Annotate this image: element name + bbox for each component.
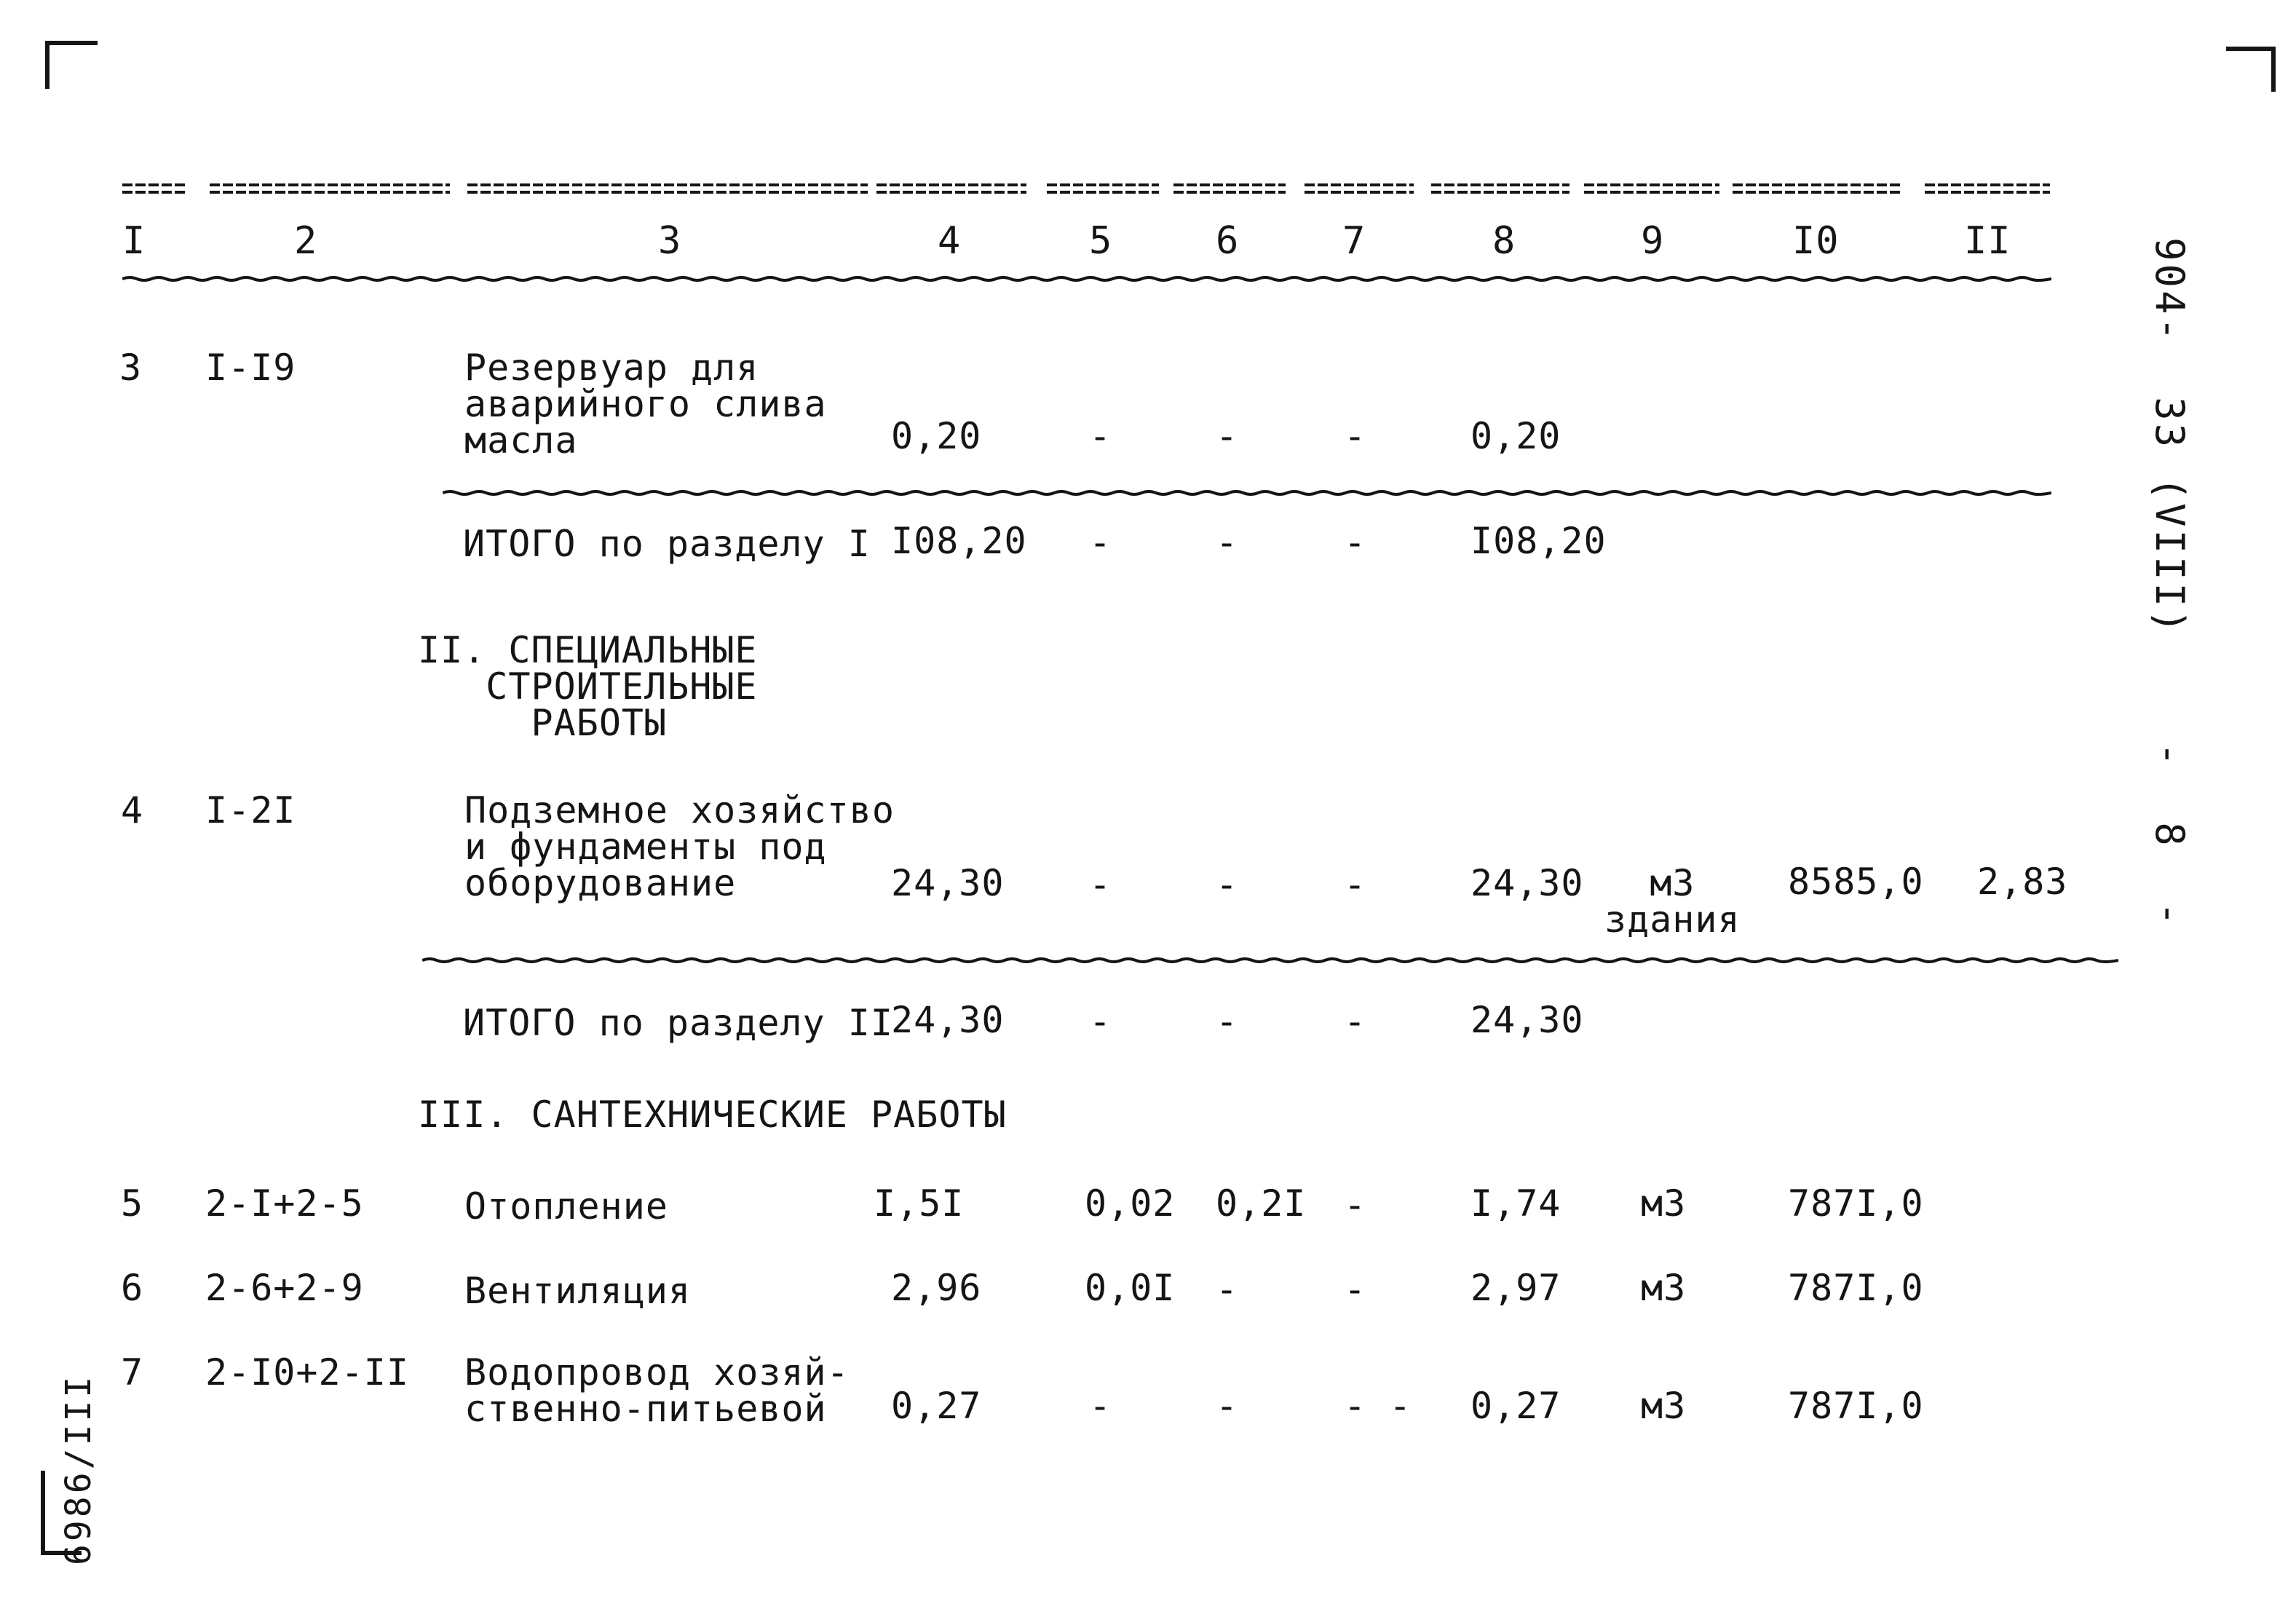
section-title-2: II. СПЕЦИАЛЬНЫЕ СТРОИТЕЛЬНЫЕ РАБОТЫ [418,629,758,744]
row-number: 4 [121,789,144,831]
row-col-8: 0,20 [1470,415,1561,457]
column-header-1: I [122,219,146,263]
row-col-10: 787I,0 [1788,1182,1924,1225]
row-col-6: - [1216,863,1239,906]
section-title-3: III. САНТЕХНИЧЕСКИЕ РАБОТЫ [418,1094,1007,1136]
row-code: I-I9 [205,347,296,389]
row-col-8: 24,30 [1470,862,1584,904]
row-col-8: 2,97 [1470,1267,1561,1309]
total-col-8: I08,20 [1470,520,1607,562]
header-wavy-rule [122,275,2051,282]
column-header-6: 6 [1216,219,1240,263]
column-header-4: 4 [938,219,962,263]
row-col-7: - [1344,863,1367,906]
total-col-4: I08,20 [891,520,1027,562]
row-col-9: м3 [1641,1385,1687,1427]
row-col-8: 0,27 [1470,1385,1561,1427]
row-number: 7 [121,1351,144,1393]
column-header-8: 8 [1492,219,1516,263]
row-col-7: - - [1344,1385,1412,1427]
total-col-4: 24,30 [891,999,1005,1041]
row-col-11: 2,83 [1977,861,2068,903]
row-code: 2-I0+2-II [205,1351,409,1393]
row-col-4: 0,20 [891,415,982,457]
row-col-9: м3 здания [1604,862,1741,941]
column-header-2: 2 [294,219,318,263]
row-col-8: I,74 [1470,1182,1561,1225]
row-col-5: - [1089,1385,1112,1427]
row-col-6: - [1216,1268,1239,1310]
row-col-9: м3 [1641,1267,1687,1309]
row-col-5: 0,0I [1085,1267,1176,1309]
row-col-10: 8585,0 [1788,861,1924,903]
column-header-10: I0 [1792,219,1840,263]
subtotal-wavy-rule-1 [443,489,2051,497]
total-col-5: - [1089,1000,1112,1043]
row-col-7: - [1344,415,1367,457]
row-col-4: I,5I [874,1182,965,1225]
row-name: Подземное хозяйство и фундаменты под оборудование [464,789,895,904]
total-col-8: 24,30 [1470,999,1584,1041]
row-code: 2-I+2-5 [205,1182,364,1225]
row-name: Резервуар для аварийного слива масла [464,347,827,462]
total-col-7: - [1344,521,1367,564]
row-number: 6 [121,1267,144,1309]
row-col-6: - [1216,1385,1239,1427]
row-col-10: 787I,0 [1788,1267,1924,1309]
row-name: Вентиляция [464,1270,692,1312]
row-name: Отопление [464,1185,668,1227]
margin-document-code: 904- 33 (VIII) - 8 - [2147,237,2193,929]
row-col-4: 2,96 [891,1267,982,1309]
total-col-7: - [1344,1000,1367,1043]
column-header-9: 9 [1641,219,1665,263]
row-col-6: - [1216,415,1239,457]
corner-mark-top-left [45,41,98,89]
total-col-6: - [1216,1000,1239,1043]
total-col-5: - [1089,521,1112,564]
total-label: ИТОГО по разделу II [463,1002,893,1044]
column-header-7: 7 [1342,219,1366,263]
total-label: ИТОГО по разделу I [463,523,871,565]
column-header-5: 5 [1089,219,1113,263]
row-number: 3 [119,347,143,389]
row-col-6: 0,2I [1216,1182,1307,1225]
row-number: 5 [121,1182,144,1225]
row-name: Водопровод хозяй- ственно-питьевой [464,1351,850,1430]
column-header-3: 3 [658,219,682,263]
row-col-10: 787I,0 [1788,1385,1924,1427]
row-col-5: - [1089,863,1112,906]
row-col-4: 0,27 [891,1385,982,1427]
row-col-5: - [1089,415,1112,457]
row-col-7: - [1344,1184,1367,1226]
row-col-4: 24,30 [891,862,1005,904]
subtotal-wavy-rule-2 [422,957,2118,964]
row-col-9: м3 [1641,1182,1687,1225]
row-code: I-2I [205,789,296,831]
row-code: 2-6+2-9 [205,1267,364,1309]
corner-mark-top-right [2226,47,2276,92]
column-header-11: II [1964,219,2011,263]
row-col-5: 0,02 [1085,1182,1176,1225]
margin-inventory-number: 6986/III [58,1373,99,1565]
row-col-7: - [1344,1268,1367,1310]
total-col-6: - [1216,521,1239,564]
